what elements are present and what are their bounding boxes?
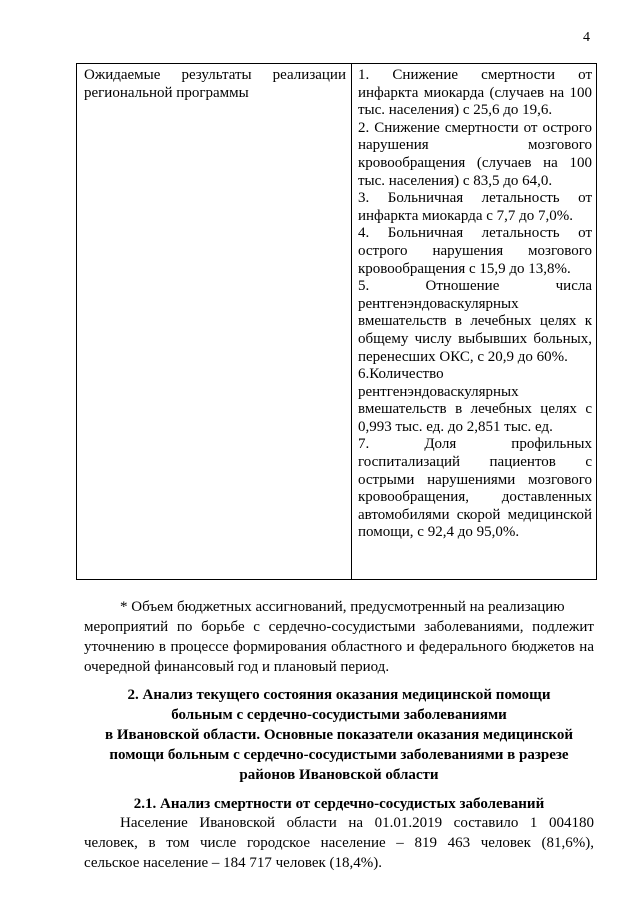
- paragraph-line-1: Население Ивановской области на 01.01.2019 составило 1 004180: [120, 815, 594, 831]
- left-cell-word-3: реализации: [272, 67, 346, 83]
- section-heading-line-5: районов Ивановской области: [239, 767, 439, 783]
- section-heading-line-4: помощи больным с сердечно-сосудистыми заболеваниями в разрезе: [109, 747, 569, 763]
- paragraph-line-2: человек, в том числе городское население – 819 463 человек (81,6%),: [84, 835, 594, 851]
- left-cell-word-2: результаты: [181, 67, 252, 83]
- left-cell-line-2: региональной программы: [84, 84, 249, 101]
- table-right-cell: [358, 67, 592, 542]
- section-heading: [84, 685, 594, 785]
- subsection-heading: 2.1. Анализ смертности от сердечно-сосудистых заболеваний: [133, 796, 545, 812]
- table-left-cell: [84, 67, 346, 102]
- result-item-7: 7. Доля профильных госпитализаций пациентов с острыми нарушениями мозгового кровообращения, доставленных автомобилями скорой медицинской помощи, с 92,4 до 95,0%.: [358, 436, 592, 541]
- budget-footnote: [84, 597, 594, 677]
- table-column-divider: [351, 64, 352, 579]
- footnote-rest: мероприятий по борьбе с сердечно-сосудистыми заболеваниями, подлежит уточнению в процессе формирования областного и федерального бюджетов на очередной финансовый год и плановый период.: [84, 619, 594, 675]
- paragraph-line-3: сельское население – 184 717 человек (18,4%).: [84, 855, 383, 871]
- section-heading-line-1: 2. Анализ текущего состояния оказания медицинской помощи: [127, 687, 551, 703]
- result-item-3: 3. Больничная летальность от инфаркта миокарда с 7,7 до 7,0%.: [358, 190, 592, 224]
- left-cell-line-1: [84, 67, 346, 85]
- left-cell-word-1: Ожидаемые: [84, 67, 161, 83]
- result-item-2: 2. Снижение смертности от острого нарушения мозгового кровообращения (случаев на 100 тыс. населения) с 83,5 до 64,0.: [358, 119, 592, 189]
- result-item-1: 1. Снижение смертности от инфаркта миокарда (случаев на 100 тыс. населения) с 25,6 до 19,6.: [358, 67, 592, 119]
- results-table: [76, 63, 597, 580]
- section-heading-line-3: в Ивановской области. Основные показатели оказания медицинской: [104, 727, 574, 743]
- result-item-4: 4. Больничная летальность от острого нарушения мозгового кровообращения с 15,9 до 13,8%.: [358, 225, 592, 277]
- population-paragraph: [84, 813, 594, 873]
- result-item-6: 6.Количество рентгенэндоваскулярных вмешательств в лечебных целях с 0,993 тыс. ед. до 2,851 тыс. ед.: [358, 366, 592, 435]
- result-item-5: 5. Отношение числа рентгенэндоваскулярных вмешательств в лечебных целях к общему числу выбывших больных, перенесших ОКС, с 20,9 до 60%.: [358, 278, 592, 365]
- page-number: 4: [583, 30, 590, 45]
- section-heading-line-2: больным с сердечно-сосудистыми заболеваниями: [171, 707, 507, 723]
- footnote-first-line: * Объем бюджетных ассигнований, предусмотренный на реализацию: [120, 599, 565, 615]
